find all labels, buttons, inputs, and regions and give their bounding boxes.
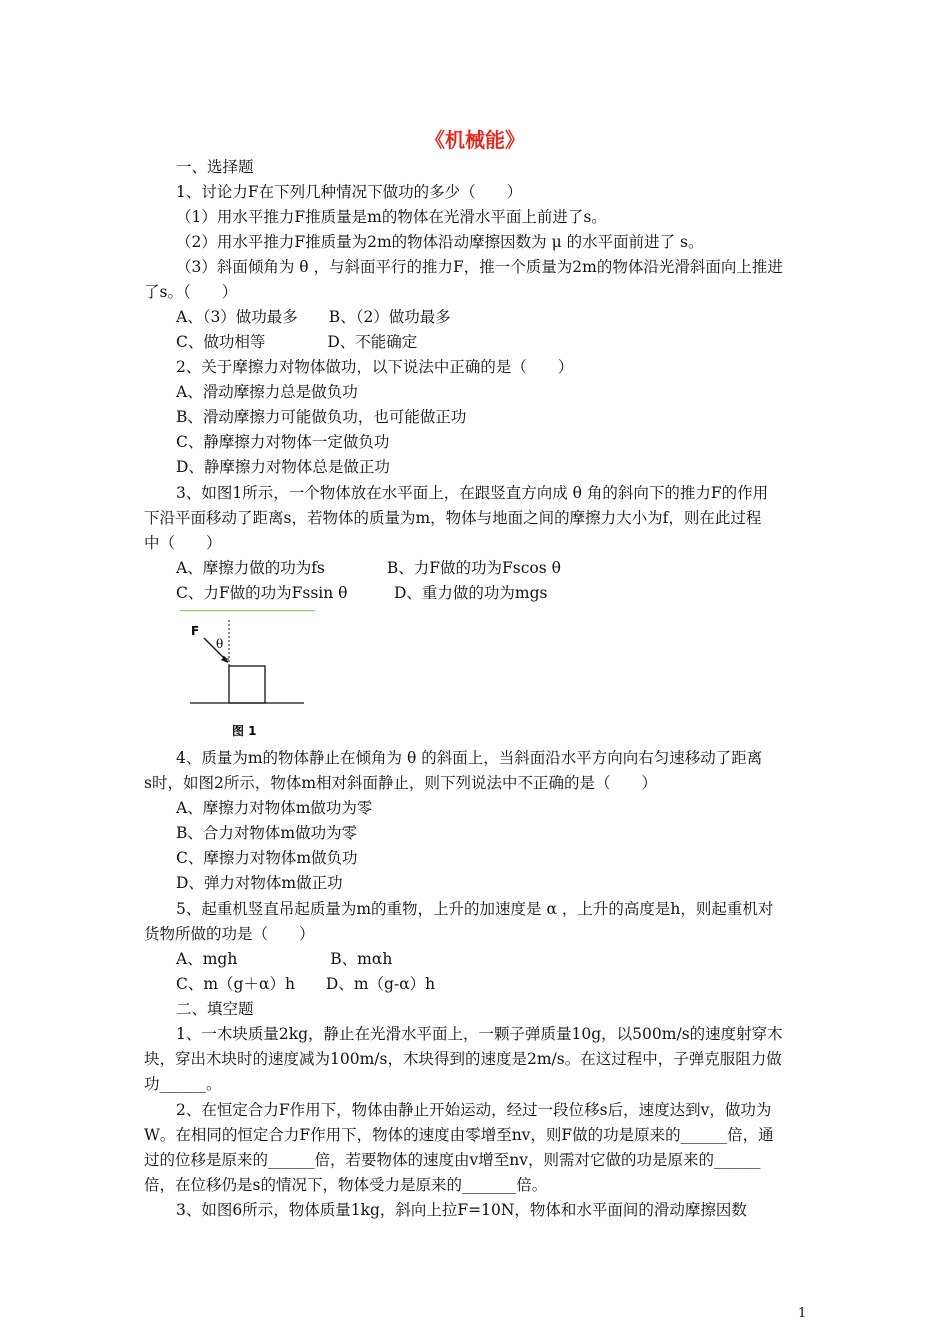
text-line: C、力F做的功为Fssin θ D、重力做的功为mgs: [176, 584, 548, 602]
text-line: 1、讨论力F在下列几种情况下做功的多少（ ）: [176, 183, 523, 201]
text-line: 下沿平面移动了距离s，若物体的质量为m，物体与地面之间的摩擦力大小为f，则在此过程: [144, 509, 762, 527]
document-title: 《机械能》: [425, 128, 525, 152]
text-line: C、摩擦力对物体m做负功: [176, 849, 358, 867]
text-line: C、m（g＋α）h D、m（g-α）h: [176, 975, 436, 993]
text-line: 4、质量为m的物体静止在倾角为 θ 的斜面上，当斜面沿水平方向向右匀速移动了距离: [176, 749, 763, 767]
text-line: 倍，在位移仍是s的情况下，物体受力是原来的_______倍。: [144, 1176, 548, 1194]
text-line: B、合力对物体m做功为零: [176, 824, 358, 842]
text-line: D、静摩擦力对物体总是做正功: [176, 458, 390, 476]
text-line: W。在相同的恒定合力F作用下，物体的速度由零增至nv，则F做的功是原来的______倍，通: [144, 1126, 774, 1144]
angle-label: θ: [216, 637, 224, 651]
text-line: C、静摩擦力对物体一定做负功: [176, 433, 390, 451]
text-line: 功______。: [144, 1075, 222, 1093]
page-number: 1: [798, 1306, 807, 1321]
text-line: （3）斜面倾角为 θ ，与斜面平行的推力F，推一个质量为2m的物体沿光滑斜面向上推进: [176, 258, 783, 276]
text-line: A、mgh B、mαh: [176, 950, 393, 968]
text-line: 货物所做的功是（ ）: [144, 925, 315, 943]
text-line: D、弹力对物体m做正功: [176, 874, 343, 892]
text-line: C、做功相等 D、不能确定: [176, 333, 418, 351]
force-arrow-head: [221, 656, 228, 663]
figure-caption: 图 1: [232, 724, 257, 738]
text-line: 3、如图6所示，物体质量1kg，斜向上拉F=10N，物体和水平面间的滑动摩擦因数: [176, 1201, 747, 1219]
text-line: 块，穿出木块时的速度减为100m/s，木块得到的速度是2m/s。在这过程中，子弹克服阻力做: [144, 1050, 782, 1068]
text-line: 中（ ）: [144, 534, 222, 552]
text-line: 过的位移是原来的______倍，若要物体的速度由v增至nv，则需对它做的功是原来的______: [144, 1151, 761, 1169]
text-line: A、摩擦力做的功为fs B、力F做的功为Fscos θ: [176, 559, 561, 577]
text-line: （1）用水平推力F推质量是m的物体在光滑水平面上前进了s。: [176, 208, 607, 226]
text-line: 2、关于摩擦力对物体做功，以下说法中正确的是（ ）: [176, 358, 574, 376]
text-line: A、（3）做功最多 B、（2）做功最多: [176, 308, 451, 326]
text-line: 一、选择题: [176, 158, 254, 176]
text-line: A、滑动摩擦力总是做负功: [176, 383, 358, 401]
text-line: A、摩擦力对物体m做功为零: [176, 799, 373, 817]
text-line: s时，如图2所示，物体m相对斜面静止，则下列说法中不正确的是（ ）: [144, 774, 658, 792]
text-line: （2）用水平推力F推质量为2m的物体沿动摩擦因数为 μ 的水平面前进了 s。: [176, 233, 704, 251]
text-line: 3、如图1所示，一个物体放在水平面上，在跟竖直方向成 θ 角的斜向下的推力F的作用: [176, 484, 769, 502]
text-line: 2、在恒定合力F作用下，物体由静止开始运动，经过一段位移s后，速度达到v，做功为: [176, 1101, 772, 1119]
text-line: 了s。（ ）: [144, 283, 238, 301]
text-line: B、滑动摩擦力可能做负功，也可能做正功: [176, 408, 467, 426]
text-line: 1、一木块质量2kg，静止在光滑水平面上，一颗子弹质量10g，以500m/s的速度射穿木: [176, 1025, 783, 1043]
figure-1: [180, 610, 320, 742]
block: [229, 666, 265, 703]
text-line: 5、起重机竖直吊起质量为m的重物，上升的加速度是 α ，上升的高度是h，则起重机对: [176, 900, 774, 918]
force-label: F: [191, 624, 200, 638]
text-line: 二、填空题: [176, 1000, 254, 1018]
